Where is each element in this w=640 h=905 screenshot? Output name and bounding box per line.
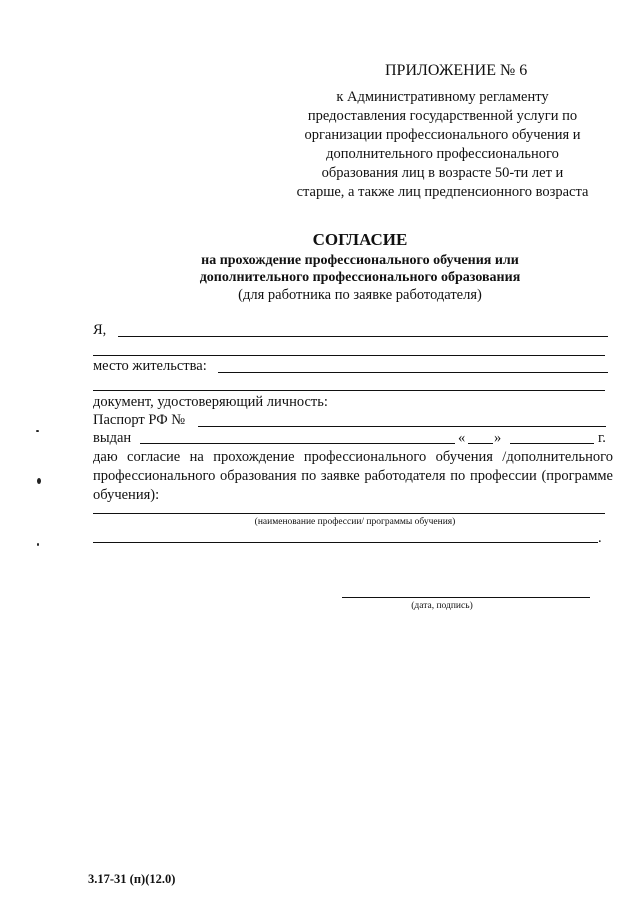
year-suffix: г. (598, 430, 606, 446)
appendix-line: дополнительного профессионального (326, 146, 559, 162)
residence-field-continuation[interactable] (93, 390, 605, 391)
passport-label: Паспорт РФ № (93, 412, 186, 428)
appendix-line: организации профессионального обучения и (304, 127, 581, 143)
passport-number-field[interactable] (198, 426, 606, 427)
profession-field[interactable] (93, 513, 605, 514)
profession-field-continuation[interactable] (93, 542, 598, 543)
name-field-continuation[interactable] (93, 355, 605, 356)
scan-speck (37, 543, 39, 546)
issue-day-field[interactable] (468, 443, 493, 444)
subtitle-line-2: дополнительного профессионального образования (199, 270, 521, 285)
appendix-line: старше, а также лиц предпенсионного возраста (296, 184, 589, 200)
appendix-title: ПРИЛОЖЕНИЕ № 6 (385, 62, 528, 79)
name-label: Я, (93, 322, 107, 338)
appendix-line: образования лиц в возрасте 50-ти лет и (321, 165, 564, 181)
profession-caption: (наименование профессии/ программы обучения) (254, 517, 456, 527)
appendix-reference (270, 88, 615, 202)
date-quote-open: « (458, 430, 466, 446)
issued-by-field[interactable] (140, 443, 455, 444)
document-title: СОГЛАСИЕ (312, 230, 408, 249)
scan-speck (36, 430, 39, 432)
scan-speck (37, 478, 41, 484)
id-document-label: документ, удостоверяющий личность: (93, 394, 328, 410)
residence-field[interactable] (218, 372, 608, 373)
appendix-line: к Административному регламенту (336, 89, 549, 105)
form-code: 3.17-31 (п)(12.0) (88, 872, 176, 886)
consent-text: даю согласие на прохождение профессионального обучения /дополнительного профессионального образования по заявке работодателя по профессии (программе обучения): (93, 449, 613, 503)
appendix-line: предоставления государственной услуги по (307, 108, 578, 124)
subtitle-line-1: на прохождение профессионального обучения или (201, 253, 519, 268)
date-quote-close: » (494, 430, 502, 446)
end-period: . (598, 530, 602, 546)
issue-month-year-field[interactable] (510, 443, 594, 444)
signature-caption: (дата, подпись) (411, 601, 473, 611)
issued-label: выдан (93, 430, 132, 446)
signature-field[interactable] (342, 597, 590, 598)
name-field[interactable] (118, 336, 608, 337)
residence-label: место жительства: (93, 358, 207, 374)
subtitle-note: (для работника по заявке работодателя) (238, 287, 482, 303)
